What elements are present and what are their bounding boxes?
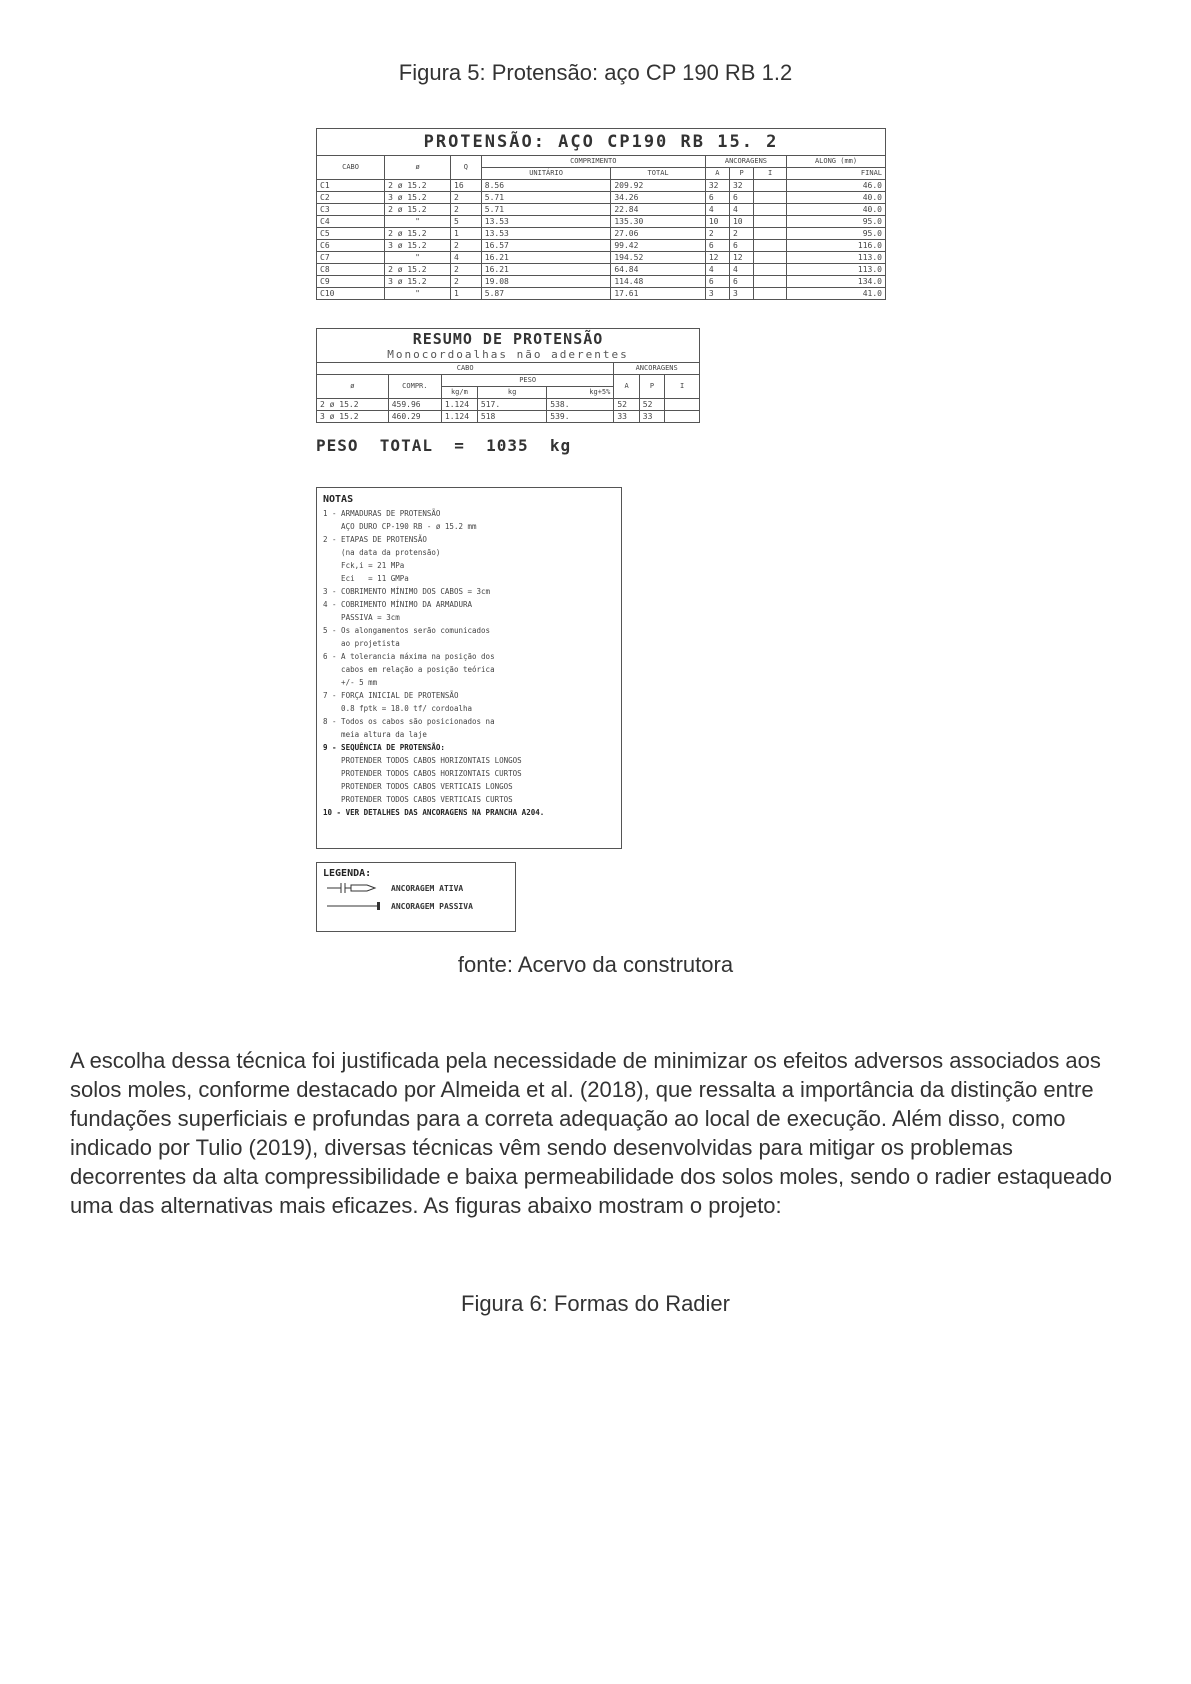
cell-final: 116.0 (787, 240, 886, 252)
table-row (317, 228, 886, 240)
table-row (317, 411, 700, 423)
note-line: 9 - SEQUÊNCIA DE PROTENSÃO: (323, 743, 445, 752)
cell-a: 52 (614, 399, 639, 411)
body-text: A escolha dessa técnica foi justificada pela necessidade de minimizar os efeitos adversos associados aos solos moles, conforme destacado por Almeida et al. (2018), que ressalta a importância da distinção entre fundações superficiais e profundas para a correta adequação ao local de execução. Além disso, como indicado por Tulio (2019), diversas técnicas vêm sendo desenvolvidas para mitigar os problemas decorrentes da alta compressibilidade e baixa permeabilidade dos solos moles, sendo o radier estaqueado uma das alternativas mais eficazes. As figuras abaixo mostram o projeto: (70, 1048, 1112, 1218)
cell-p: 52 (639, 399, 664, 411)
summary-header-cabo: CABO (317, 363, 614, 375)
cell-final: 41.0 (787, 288, 886, 300)
cell-cabo: C7 (317, 252, 385, 264)
cell-a: 4 (705, 204, 729, 216)
note-line: 0.8 fptk = 18.0 tf/ cordoalha (323, 704, 473, 713)
cell-cabo: C1 (317, 180, 385, 192)
cell-final: 40.0 (787, 204, 886, 216)
prestress-summary-table (316, 328, 700, 423)
cell-cabo: C9 (317, 276, 385, 288)
note-line: 4 - COBRIMENTO MÍNIMO DA ARMADURA (323, 600, 473, 609)
summary-header-phi: ø (317, 375, 389, 399)
note-line: +/- 5 mm (323, 678, 378, 687)
header-comprimento: COMPRIMENTO (481, 156, 705, 168)
cell-cabo: C2 (317, 192, 385, 204)
header-a: A (705, 168, 729, 180)
cell-phi: 2 ø 15.2 (317, 399, 389, 411)
note-line: Eci = 11 GMPa (323, 574, 409, 583)
note-line: 6 - A tolerancia máxima na posição dos (323, 652, 495, 661)
notes-title: NOTAS (323, 494, 354, 505)
header-cabo: CABO (317, 156, 385, 180)
cell-q: 2 (451, 204, 482, 216)
cell-i (754, 264, 787, 276)
cell-unit: 19.08 (481, 276, 611, 288)
cell-kg: 517. (477, 399, 546, 411)
note-line: PROTENDER TODOS CABOS HORIZONTAIS LONGOS (323, 756, 522, 765)
cell-cabo: C3 (317, 204, 385, 216)
summary-header-kg: kg (477, 387, 546, 399)
note-line: 5 - Os alongamentos serão comunicados (323, 626, 491, 635)
header-total: TOTAL (611, 168, 705, 180)
table-row (317, 180, 886, 192)
cell-unit: 5.87 (481, 288, 611, 300)
cell-phi: 3 ø 15.2 (385, 192, 451, 204)
cell-i (754, 204, 787, 216)
cell-p: 33 (639, 411, 664, 423)
table-row (317, 276, 886, 288)
note-line: meia altura da laje (323, 730, 427, 739)
cell-cabo: C8 (317, 264, 385, 276)
table-row (317, 288, 886, 300)
summary-header-a: A (614, 375, 639, 399)
note-line: 8 - Todos os cabos são posicionados na (323, 717, 495, 726)
header-final: FINAL (787, 168, 886, 180)
cell-p: 12 (729, 252, 753, 264)
cell-p: 3 (729, 288, 753, 300)
cell-unit: 16.21 (481, 252, 611, 264)
cell-phi: " (385, 216, 451, 228)
cell-phi: " (385, 288, 451, 300)
summary-header-peso: PESO (441, 375, 613, 387)
header-phi: ø (385, 156, 451, 180)
notes-box (316, 487, 622, 849)
cell-phi: 2 ø 15.2 (385, 264, 451, 276)
cell-total: 22.84 (611, 204, 705, 216)
table-row (317, 204, 886, 216)
cell-p: 4 (729, 204, 753, 216)
cell-total: 194.52 (611, 252, 705, 264)
cell-total: 135.30 (611, 216, 705, 228)
cell-q: 5 (451, 216, 482, 228)
cell-i (754, 228, 787, 240)
cell-kgm: 1.124 (441, 399, 477, 411)
cell-q: 1 (451, 288, 482, 300)
summary-header-kg5: kg+5% (547, 387, 614, 399)
header-p: P (729, 168, 753, 180)
prestress-table (316, 128, 886, 300)
cell-phi: " (385, 252, 451, 264)
cell-compr: 459.96 (388, 399, 441, 411)
cell-p: 2 (729, 228, 753, 240)
body-paragraph (70, 1046, 1130, 1220)
cell-phi: 2 ø 15.2 (385, 180, 451, 192)
cell-i (754, 240, 787, 252)
cell-total: 99.42 (611, 240, 705, 252)
cell-p: 4 (729, 264, 753, 276)
cell-final: 95.0 (787, 228, 886, 240)
cell-cabo: C5 (317, 228, 385, 240)
cell-total: 114.48 (611, 276, 705, 288)
summary-title: RESUMO DE PROTENSÃO (412, 330, 604, 348)
cell-kg5: 538. (547, 399, 614, 411)
table-row (317, 216, 886, 228)
cell-unit: 8.56 (481, 180, 611, 192)
cell-final: 95.0 (787, 216, 886, 228)
summary-header-i: I (665, 375, 700, 399)
cell-a: 6 (705, 276, 729, 288)
cell-final: 113.0 (787, 264, 886, 276)
cell-q: 4 (451, 252, 482, 264)
cell-i (754, 276, 787, 288)
note-line: PROTENDER TODOS CABOS VERTICAIS LONGOS (323, 782, 513, 791)
cell-cabo: C4 (317, 216, 385, 228)
cell-total: 27.06 (611, 228, 705, 240)
summary-header-compr: COMPR. (388, 375, 441, 399)
note-line: PROTENDER TODOS CABOS VERTICAIS CURTOS (323, 795, 513, 804)
legend-active-label: ANCORAGEM ATIVA (391, 883, 464, 893)
summary-subtitle: Monocordoalhas não aderentes (387, 348, 629, 361)
cell-total: 34.26 (611, 192, 705, 204)
cell-a: 12 (705, 252, 729, 264)
cell-final: 134.0 (787, 276, 886, 288)
cell-kg: 518 (477, 411, 546, 423)
cell-i (754, 192, 787, 204)
summary-header-kgm: kg/m (441, 387, 477, 399)
note-line: ao projetista (323, 639, 400, 648)
cell-total: 209.92 (611, 180, 705, 192)
cell-phi: 3 ø 15.2 (385, 240, 451, 252)
cell-i (665, 399, 700, 411)
cell-phi: 3 ø 15.2 (385, 276, 451, 288)
cell-i (754, 180, 787, 192)
cell-unit: 16.57 (481, 240, 611, 252)
legend-box (316, 862, 516, 932)
table-row (317, 399, 700, 411)
figure5-source: fonte: Acervo da construtora (457, 952, 734, 977)
cell-final: 40.0 (787, 192, 886, 204)
cell-p: 6 (729, 192, 753, 204)
note-line: 3 - COBRIMENTO MÍNIMO DOS CABOS = 3cm (323, 587, 491, 596)
active-anchor-icon (327, 883, 383, 893)
cell-unit: 13.53 (481, 228, 611, 240)
header-along: ALONG (mm) (787, 156, 886, 168)
note-line: PASSIVA = 3cm (323, 613, 400, 622)
cell-unit: 13.53 (481, 216, 611, 228)
cell-compr: 460.29 (388, 411, 441, 423)
cell-a: 3 (705, 288, 729, 300)
legend-title: LEGENDA: (323, 868, 372, 879)
note-line: 2 - ETAPAS DE PROTENSÃO (323, 535, 427, 544)
cell-phi: 2 ø 15.2 (385, 204, 451, 216)
header-i: I (754, 168, 787, 180)
cell-phi: 3 ø 15.2 (317, 411, 389, 423)
note-line: cabos em relação a posição teórica (323, 665, 495, 674)
cell-a: 32 (705, 180, 729, 192)
cell-kgm: 1.124 (441, 411, 477, 423)
passive-anchor-icon (327, 901, 383, 911)
legend-passive-label: ANCORAGEM PASSIVA (391, 901, 473, 911)
cell-phi: 2 ø 15.2 (385, 228, 451, 240)
cell-final: 46.0 (787, 180, 886, 192)
table-row (317, 240, 886, 252)
cell-a: 2 (705, 228, 729, 240)
cell-total: 64.84 (611, 264, 705, 276)
cell-p: 10 (729, 216, 753, 228)
cell-q: 2 (451, 264, 482, 276)
summary-header-ancoragens: ANCORAGENS (614, 363, 700, 375)
summary-header-p: P (639, 375, 664, 399)
cell-i (754, 288, 787, 300)
note-line: (na data da protensão) (323, 548, 441, 557)
cell-i (754, 252, 787, 264)
cell-a: 33 (614, 411, 639, 423)
cell-cabo: C10 (317, 288, 385, 300)
cell-a: 6 (705, 192, 729, 204)
cell-unit: 5.71 (481, 192, 611, 204)
header-q: Q (451, 156, 482, 180)
note-line: 7 - FORÇA INICIAL DE PROTENSÃO (323, 691, 459, 700)
cell-final: 113.0 (787, 252, 886, 264)
table-row (317, 264, 886, 276)
figure6-caption: Figura 6: Formas do Radier (461, 1291, 730, 1316)
cell-q: 1 (451, 228, 482, 240)
note-line: AÇO DURO CP-190 RB - ø 15.2 mm (323, 522, 477, 531)
cell-p: 6 (729, 240, 753, 252)
cell-q: 2 (451, 276, 482, 288)
cell-i (665, 411, 700, 423)
notes-list (317, 507, 621, 819)
note-line: Fck,i = 21 MPa (323, 561, 405, 570)
figure5-caption: Figura 5: Protensão: aço CP 190 RB 1.2 (398, 60, 793, 85)
cell-unit: 5.71 (481, 204, 611, 216)
note-line: 1 - ARMADURAS DE PROTENSÃO (323, 509, 441, 518)
cell-i (754, 216, 787, 228)
prestress-table-title: PROTENSÃO: AÇO CP190 RB 15. 2 (317, 129, 886, 156)
cell-kg5: 539. (547, 411, 614, 423)
total-weight: PESO TOTAL = 1035 kg (316, 436, 572, 455)
table-row (317, 192, 886, 204)
cell-p: 6 (729, 276, 753, 288)
header-unitario: UNITÁRIO (481, 168, 611, 180)
cell-cabo: C6 (317, 240, 385, 252)
cell-total: 17.61 (611, 288, 705, 300)
header-ancoragens: ANCORAGENS (705, 156, 786, 168)
cell-q: 2 (451, 240, 482, 252)
cell-a: 4 (705, 264, 729, 276)
note-line: 10 - VER DETALHES DAS ANCORAGENS NA PRANCHA A204. (323, 808, 545, 817)
cell-p: 32 (729, 180, 753, 192)
cell-a: 6 (705, 240, 729, 252)
note-line: PROTENDER TODOS CABOS HORIZONTAIS CURTOS (323, 769, 522, 778)
cell-q: 16 (451, 180, 482, 192)
cell-unit: 16.21 (481, 264, 611, 276)
cell-q: 2 (451, 192, 482, 204)
table-row (317, 252, 886, 264)
cell-a: 10 (705, 216, 729, 228)
